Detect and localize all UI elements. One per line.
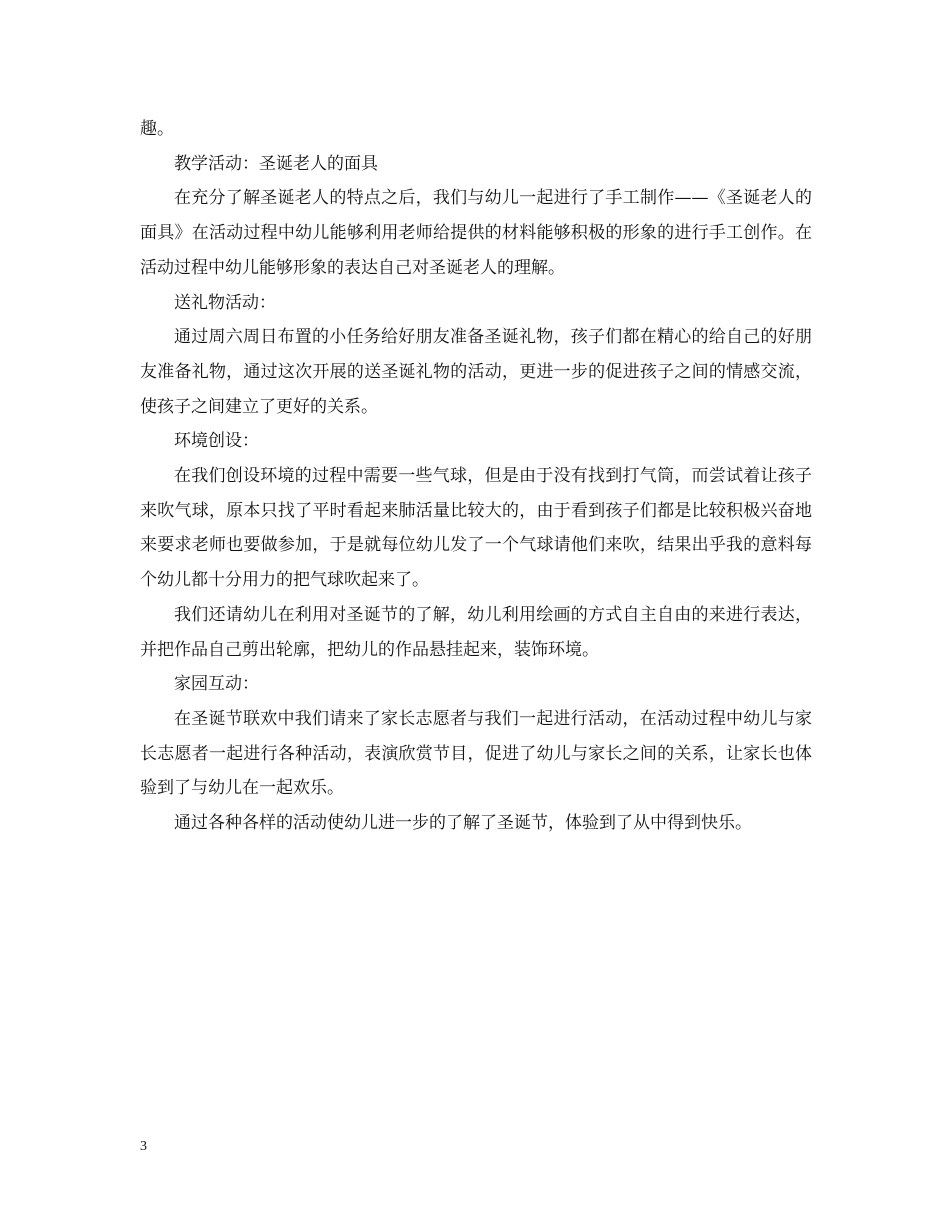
paragraph-conclusion: 通过各种各样的活动使幼儿进一步的了解了圣诞节，体验到了从中得到快乐。: [174, 813, 752, 834]
paragraph-balloons: 在我们创设环境的过程中需要一些气球，但是由于没有找到打气筒，而尝试着让孩子来吹气球，原本只找了平时看起来肺活量比较大的，由于看到孩子们都是比较积极兴奋地来要求老师也要做参加，于是就每位幼儿发了一个气球请他们来吹，结果出乎我的意料每个幼儿都十分用力的把气球吹起来了。: [140, 466, 812, 591]
page-number: 3: [140, 1139, 147, 1154]
paragraph-drawing: 我们还请幼儿在利用对圣诞节的了解，幼儿利用绘画的方式自主自由的来进行表达，并把作品自己剪出轮廓，把幼儿的作品悬挂起来，装饰环境。: [140, 604, 812, 660]
paragraph-parents: 在圣诞节联欢中我们请来了家长志愿者与我们一起进行活动，在活动过程中幼儿与家长志愿者一起进行各种活动，表演欣赏节目，促进了幼儿与家长之间的关系，让家长也体验到了与幼儿在一起欢乐。: [140, 708, 812, 799]
heading-gift-activity: 送礼物活动：: [174, 292, 276, 313]
heading-environment: 环境创设：: [174, 431, 259, 452]
paragraph-mask-activity: 在充分了解圣诞老人的特点之后，我们与幼儿一起进行了手工制作——《圣诞老人的面具》在活动过程中幼儿能够利用老师给提供的材料能够积极的形象的进行手工创作。在活动过程中幼儿能够形象的表达自己对圣诞老人的理解。: [140, 188, 812, 278]
paragraph-gift-activity: 通过周六周日布置的小任务给好朋友准备圣诞礼物，孩子们都在精心的给自己的好朋友准备礼物，通过这次开展的送圣诞礼物的活动，更进一步的促进孩子之间的情感交流，使孩子之间建立了更好的关系。: [140, 327, 812, 417]
heading-home-school: 家园互动：: [174, 674, 259, 695]
body-text: [140, 112, 812, 841]
heading-teaching-activity: 教学活动：圣诞老人的面具: [174, 153, 378, 174]
paragraph-continuation: 趣。: [140, 119, 174, 139]
